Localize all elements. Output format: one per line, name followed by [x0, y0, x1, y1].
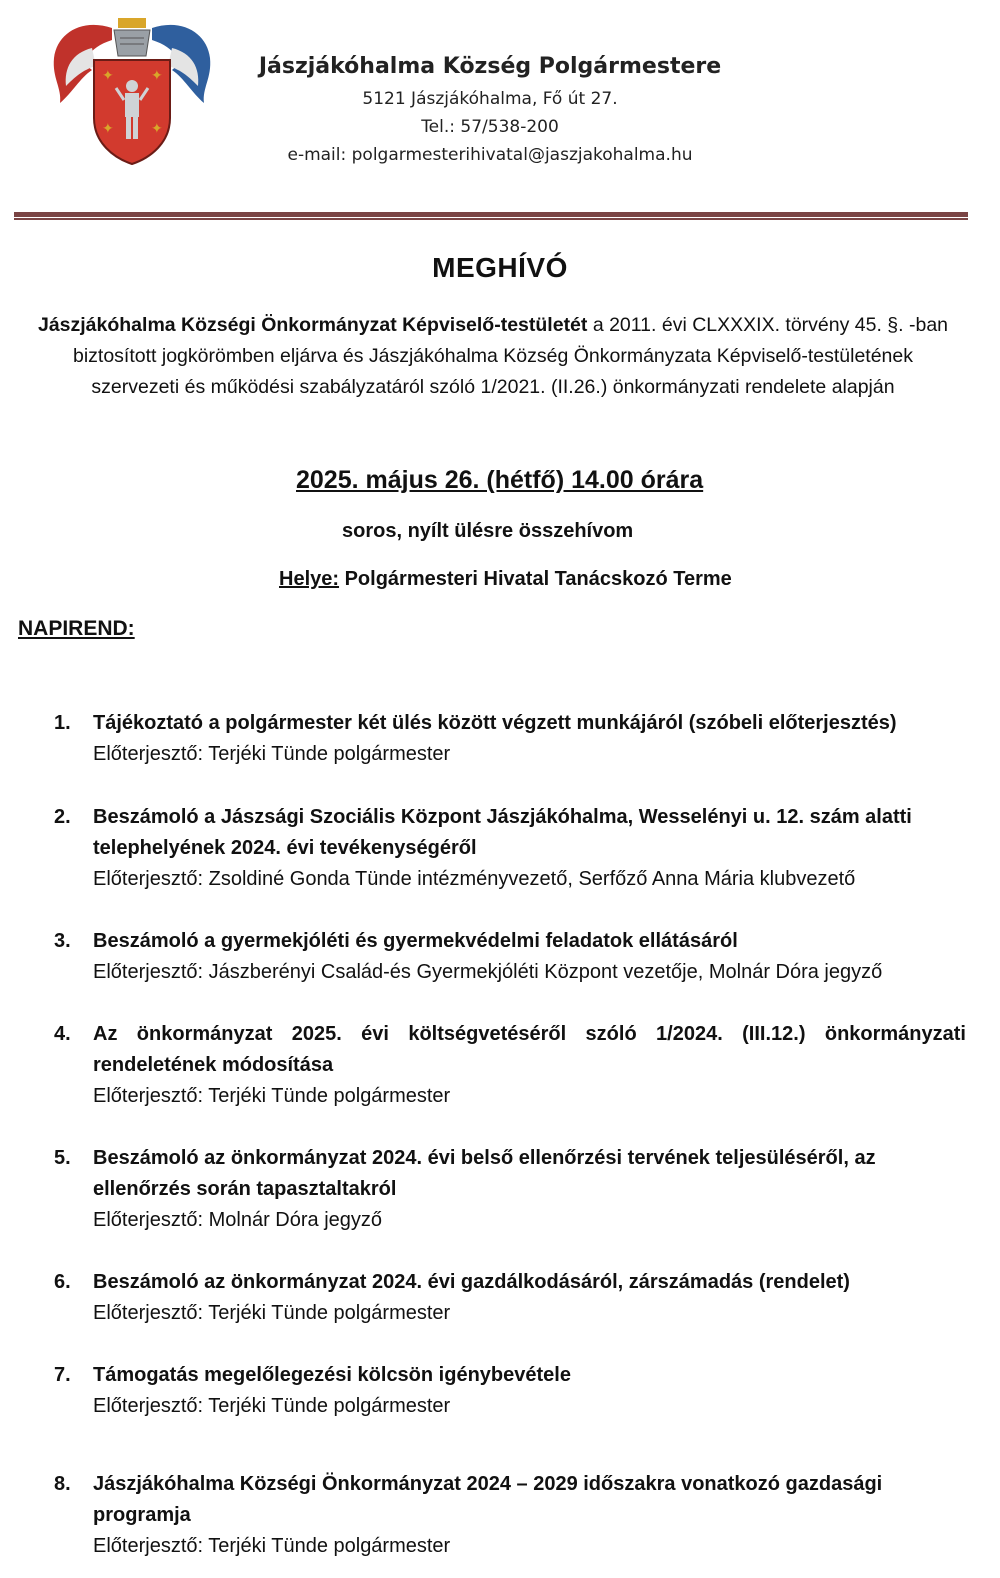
agenda-item-title: Jászjákóhalma Községi Önkormányzat 2024 – 2029 időszakra vonatkozó gazdasági programja [93, 1473, 883, 1526]
agenda-item-number: 1. [54, 712, 71, 734]
agenda-item-presenter: Előterjesztő: Terjéki Tünde polgármester [93, 1302, 451, 1324]
document-title: MEGHÍVÓ [432, 252, 568, 283]
svg-text:✦: ✦ [102, 68, 114, 84]
agenda-item-presenter: Előterjesztő: Jászberényi Család-és Gyermekjóléti Központ vezetője, Molnár Dóra jegyző [93, 961, 883, 983]
agenda-item [54, 1019, 966, 1112]
agenda-item-number: 8. [54, 1473, 71, 1495]
office-address: 5121 Jászjákóhalma, Fő út 27. [362, 89, 618, 109]
agenda-item-number: 7. [54, 1364, 71, 1386]
agenda-item-title: Beszámoló az önkormányzat 2024. évi gazdálkodásáról, zárszámadás (rendelet) [93, 1271, 850, 1293]
agenda-item-number: 6. [54, 1271, 71, 1293]
intro-addressee: Jászjákóhalma Községi Önkormányzat Képviselő-testületét [37, 314, 588, 336]
agenda-item [54, 926, 966, 988]
agenda-item-number: 5. [54, 1147, 71, 1169]
agenda-item-title: Támogatás megelőlegezési kölcsön igénybevétele [93, 1364, 571, 1386]
office-email: e-mail: polgarmesterihivatal@jaszjakohalma.hu [287, 145, 693, 165]
meeting-place [279, 568, 732, 591]
agenda-item-presenter: Előterjesztő: Terjéki Tünde polgármester [93, 1085, 451, 1107]
svg-text:✦: ✦ [151, 121, 163, 137]
agenda-heading: NAPIREND: [18, 617, 135, 640]
meeting-date: 2025. május 26. (hétfő) 14.00 órára [296, 466, 704, 494]
office-name: Jászjákóhalma Község Polgármestere [258, 54, 722, 79]
meeting-place-label: Helye: [279, 568, 340, 590]
agenda-item-presenter: Előterjesztő: Molnár Dóra jegyző [93, 1209, 383, 1231]
agenda-item-presenter: Előterjesztő: Terjéki Tünde polgármester [93, 1535, 451, 1557]
intro-text: a 2011. évi CLXXXIX. törvény 45. §. -ban biztosított jogkörömben eljárva és Jászjákóhalma Község Önkormányzata Képviselő-testületének szervezeti és működési szabályzatáról szóló 1/2021. (II.26.) önkormányzati rendelete alapján [72, 314, 949, 398]
meeting-place-value: Polgármesteri Hivatal Tanácskozó Terme [339, 568, 732, 590]
intro-paragraph [28, 310, 958, 403]
agenda-item [54, 802, 966, 895]
agenda-item-title: Beszámoló a Jászsági Szociális Központ Jászjákóhalma, Wesselényi u. 12. szám alatti telephelyének 2024. évi tevékenységéről [93, 806, 912, 859]
agenda-item-number: 4. [54, 1023, 71, 1045]
agenda-item [54, 1267, 966, 1329]
agenda-item-title: Beszámoló az önkormányzat 2024. évi belső ellenőrzési tervének teljesüléséről, az ellenőrzés során tapasztaltakról [93, 1147, 876, 1200]
agenda-item-number: 3. [54, 930, 71, 952]
meeting-type: soros, nyílt ülésre összehívom [342, 520, 634, 542]
agenda-item-title: Az önkormányzat 2025. évi költségvetéséről szóló 1/2024. (III.12.) önkormányzati rendeletének módosítása [93, 1023, 966, 1076]
agenda-item [54, 1360, 966, 1422]
header-divider [14, 212, 968, 220]
svg-text:✦: ✦ [151, 68, 163, 84]
office-phone: Tel.: 57/538-200 [421, 117, 559, 137]
letterhead [230, 54, 750, 169]
agenda-item-presenter: Előterjesztő: Zsoldiné Gonda Tünde intézményvezető, Serfőző Anna Mária klubvezető [93, 868, 856, 890]
agenda-item-title: Tájékoztató a polgármester két ülés között végzett munkájáról (szóbeli előterjesztés) [93, 712, 897, 734]
agenda-item-title: Beszámoló a gyermekjóléti és gyermekvédelmi feladatok ellátásáról [93, 930, 738, 952]
coat-of-arms-logo [52, 8, 212, 166]
agenda-item [54, 708, 966, 770]
agenda-item [54, 1143, 966, 1236]
agenda-item-number: 2. [54, 806, 71, 828]
svg-text:✦: ✦ [102, 121, 114, 137]
agenda-item [54, 1469, 966, 1562]
agenda-item-presenter: Előterjesztő: Terjéki Tünde polgármester [93, 743, 451, 765]
agenda-item-presenter: Előterjesztő: Terjéki Tünde polgármester [93, 1395, 451, 1417]
